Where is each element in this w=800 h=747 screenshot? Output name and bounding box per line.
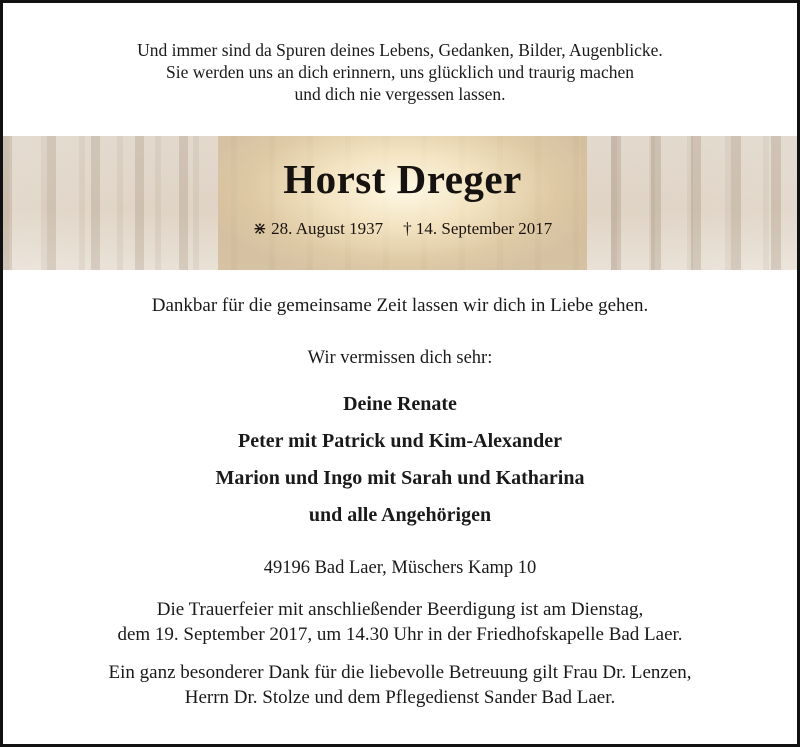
poem-line: und dich nie vergessen lassen. <box>294 84 506 104</box>
address: 49196 Bad Laer, Müschers Kamp 10 <box>263 558 537 578</box>
birth-date: ⋇ 28. August 1937 <box>252 219 384 238</box>
family-list <box>3 386 797 534</box>
deceased-name: Horst Dreger <box>283 156 522 202</box>
life-dates <box>218 219 587 239</box>
ceremony-line: dem 19. September 2017, um 14.30 Uhr in der Friedhofskapelle Bad Laer. <box>117 624 683 645</box>
poem-line: Sie werden uns an dich erinnern, uns glücklich und traurig machen <box>166 62 634 82</box>
family-member: Peter mit Patrick und Kim-Alexander <box>237 430 562 452</box>
poem <box>3 39 797 105</box>
name-panel <box>218 136 587 270</box>
family-member: und alle Angehörigen <box>308 504 492 526</box>
forest-banner <box>3 136 797 270</box>
ceremony-line: Die Trauerfeier mit anschließender Beerdigung ist am Dienstag, <box>156 599 644 620</box>
family-member: Deine Renate <box>343 393 457 415</box>
gratitude-line: Herrn Dr. Stolze und dem Pflegedienst Sander Bad Laer. <box>184 687 616 708</box>
forest-image-left <box>3 136 218 270</box>
death-date: † 14. September 2017 <box>403 219 553 238</box>
gratitude-line: Ein ganz besonderer Dank für die liebevolle Betreuung gilt Frau Dr. Lenzen, <box>108 662 692 683</box>
poem-line: Und immer sind da Spuren deines Lebens, Gedanken, Bilder, Augenblicke. <box>137 40 663 60</box>
miss-line: Wir vermissen dich sehr: <box>307 348 493 368</box>
family-member: Marion und Ingo mit Sarah und Katharina <box>215 467 585 489</box>
forest-image-right <box>581 136 797 270</box>
ceremony-info <box>3 597 797 647</box>
gratitude-note <box>3 660 797 710</box>
thanks-line: Dankbar für die gemeinsame Zeit lassen wir dich in Liebe gehen. <box>151 295 649 316</box>
